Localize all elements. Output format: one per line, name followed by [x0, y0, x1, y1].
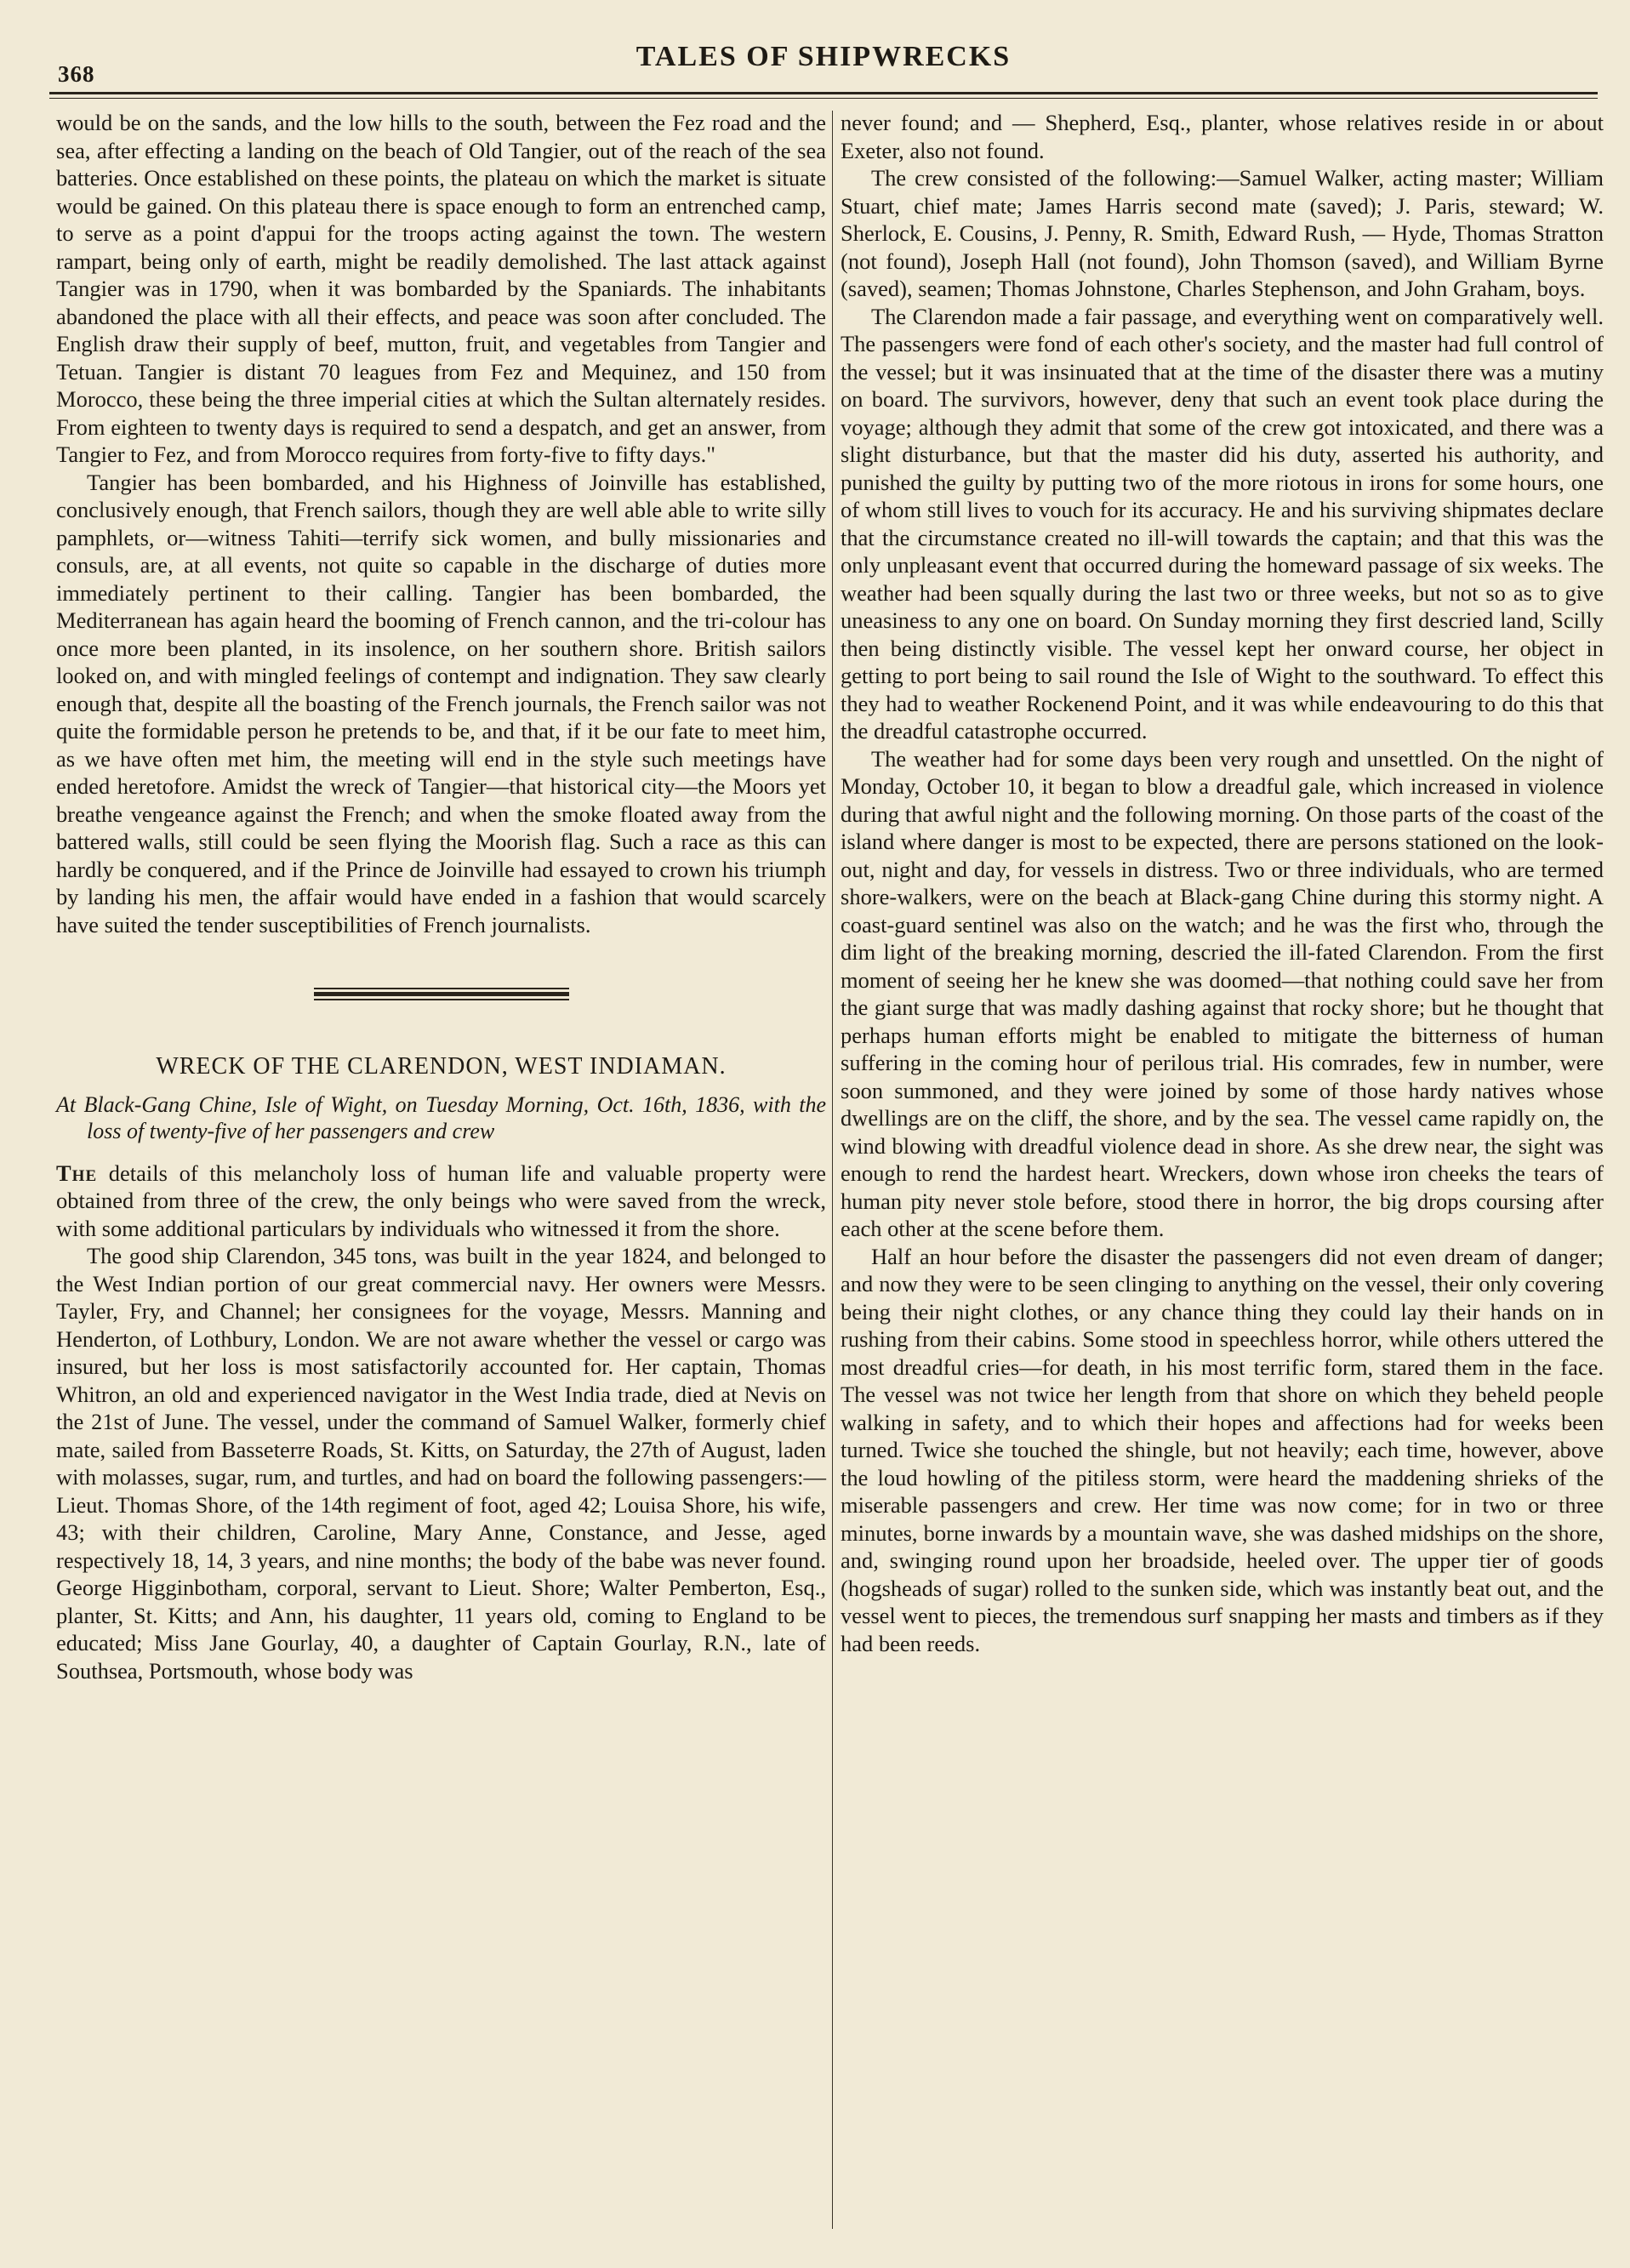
right-column: [841, 109, 1604, 1657]
lead-paragraph-text: details of this melancholy loss of human life and valuable property were obtained from three of the crew, the only beings who were saved from the wreck, with some additional particulars by individuals who witnessed it from the shore.: [56, 1160, 826, 1241]
running-title: TALES OF SHIPWRECKS: [635, 41, 1012, 72]
page-number: 368: [58, 61, 95, 87]
paragraph: The weather had for some days been very rough and unsettled. On the night of Monday, October 10, it began to blow a dreadful gale, which increased in violence during that awful night and the following morning. On those parts of the coast of the island where danger is most to be expected, there are persons stationed on the look-out, night and day, for vessels in distress. Two or three individuals, who are termed shore-walkers, were on the beach at Black-gang Chine during this stormy night. A coast-guard sentinel was also on the watch; and he was the first who, through the dim light of the breaking morning, descried the ill-fated Clarendon. From the first moment of seeing her he knew she was doomed—that nothing could save her from the giant surge that was madly dashing against that rocky shore; but he thought that perhaps human efforts might be enabled to mitigate the bitterness of human suffering in the coming hour of perilous trial. His comrades, few in number, were soon summoned, and they were joined by some of those hardy natives whose dwellings are on the cliff, the shore, and by the sea. The vessel came rapidly on, the wind blowing with dreadful violence dead in shore. As she drew near, the sight was enough to rend the hardest heart. Wreckers, down whose iron cheeks the tears of human pity never stole before, stood there in horror, the big drops coursing after each other at the scene before them.: [841, 745, 1604, 1241]
left-column: [56, 109, 826, 1684]
header-rule: [49, 92, 1598, 94]
paragraph: The crew consisted of the following:—Samuel Walker, acting master; William Stuart, chief mate; James Harris second mate (saved); J. Paris, steward; W. Sherlock, E. Cousins, J. Penny, R. Smith, Edward Rush, — Hyde, Thomas Stratton (not found), Joseph Hall (not found), John Thomson (saved), and William Byrne (saved), seamen; Thomas Johnstone, Charles Stephenson, and John Graham, boys.: [841, 165, 1604, 301]
column-divider: [832, 111, 833, 2229]
article-paragraph: The good ship Clarendon, 345 tons, was built in the year 1824, and belonged to the West Indian portion of our great commercial navy. Her owners were Messrs. Tayler, Fry, and Channel; her consignees for the voyage, Messrs. Manning and Henderton, of Lothbury, London. We are not aware whether the vessel or cargo was insured, but her loss is most satisfactorily accounted for. Her captain, Thomas Whitron, an old and experienced navigator in the West India trade, died at Nevis on the 21st of June. The vessel, under the command of Samuel Walker, formerly chief mate, sailed from Basseterre Roads, St. Kitts, on Saturday, the 27th of August, laden with molasses, sugar, rum, and turtles, and had on board the following passengers:—Lieut. Thomas Shore, of the 14th regiment of foot, aged 42; Louisa Shore, his wife, 43; with their children, Caroline, Mary Anne, Constance, and Jesse, aged respectively 18, 14, 3 years, and nine months; the body of the babe was never found. George Higginbotham, corporal, servant to Lieut. Shore; Walter Pemberton, Esq., planter, St. Kitts; and Ann, his daughter, 11 years old, coming to England to be educated; Miss Jane Gourlay, 40, a daughter of Captain Gourlay, R.N., late of Southsea, Portsmouth, whose body was: [56, 1243, 826, 1684]
paragraph: Tangier has been bombarded, and his Highness of Joinville has established, conclusively enough, that French sailors, though they are well able able to write silly pamphlets, or—witness Tahiti—terrify sick women, and bully missionaries and consuls, are, at all events, not quite so capable in the discharge of duties more immediately pertinent to their calling. Tangier has been bombarded, the Mediterranean has again heard the booming of French cannon, and the tri-colour has once more been planted, in its insolence, on her southern shore. British sailors looked on, and with mingled feelings of contempt and indignation. They saw clearly enough that, despite all the boasting of the French journals, the French sailor was not quite the formidable person he pretends to be, and that, if it be our fate to meet him, as we have often met him, the meeting will end in the style such meetings have ended heretofore. Amidst the wreck of Tangier—that historical city—the Moors yet breathe vengeance against the French; and when the smoke floated away from the battered walls, still could be seen flying the Moorish flag. Such a race as this can hardly be conquered, and if the Prince de Joinville had essayed to crown his triumph by landing his men, the affair would have ended in a fashion that would scarcely have suited the tender susceptibilities of French journalists.: [56, 469, 826, 937]
paragraph: never found; and — Shepherd, Esq., planter, whose relatives reside in or about Exeter, also not found.: [841, 110, 1604, 163]
article-title: WRECK OF THE CLARENDON, WEST INDIAMAN.: [156, 1053, 727, 1080]
lead-word: The: [56, 1160, 98, 1186]
article-paragraph: [56, 1160, 826, 1243]
article-subtitle: At Black-Gang Chine, Isle of Wight, on Tuesday Morning, Oct. 16th, 1836, with the loss of twenty-five of her passengers and crew: [56, 1091, 826, 1143]
paragraph: would be on the sands, and the low hills to the south, between the Fez road and the sea, after effecting a landing on the beach of Old Tangier, out of the reach of the sea batteries. Once established on these points, the plateau on which the market is situate would be gained. On this plateau there is space enough to form an entrenched camp, to serve as a point d'appui for the troops acting against the town. The western rampart, being only of earth, might be readily demolished. The last attack against Tangier was in 1790, when it was bombarded by the Spaniards. The inhabitants abandoned the place with all their effects, and peace was soon after concluded. The English draw their supply of beef, mutton, fruit, and vegetables from Tangier and Tetuan. Tangier is distant 70 leagues from Fez and Mequinez, and 150 from Morocco, these being the three imperial cities at which the Sultan alternately resides. From eighteen to twenty days is required to send a despatch, and get an answer, from Tangier to Fez, and from Morocco requires from forty-five to fifty days.": [56, 110, 826, 467]
paragraph: The Clarendon made a fair passage, and everything went on comparatively well. The passengers were fond of each other's society, and the master had full control of the vessel; but it was insinuated that at the time of the disaster there was a mutiny on board. The survivors, however, deny that such an event took place during the voyage; although they admit that some of the crew got intoxicated, and there was a slight disturbance, but that the master did his duty, asserted his authority, and punished the guilty by putting two of the more riotous in irons for some hours, one of whom still lives to vouch for its accuracy. He and his surviving shipmates declare that the circumstance created no ill-will towards the captain; and that this was the only unpleasant event that occurred during the homeward passage of six weeks. The weather had been squally during the last two or three weeks, but not so as to give uneasiness to any one on board. On Sunday morning they first descried land, Scilly then being distinctly visible. The vessel kept her onward course, her object in getting to port being to sail round the Isle of Wight to the southward. To effect this they had to weather Rockenend Point, and it was while endeavouring to do this that the dreadful catastrophe occurred.: [841, 303, 1604, 744]
running-head: [49, 37, 1598, 88]
header-rule-thin: [49, 98, 1598, 99]
paragraph: Half an hour before the disaster the passengers did not even dream of danger; and now they were to be seen clinging to anything on the vessel, their only covering being their night clothes, or any chance thing they could lay their hands on in rushing from their cabins. Some stood in speechless horror, while others uttered the most dreadful cries—for death, in his most terrific form, stared them in the face. The vessel was not twice her length from that shore on which they beheld people walking in safety, and to which their hopes and affections had for weeks been turned. Twice she touched the shingle, but not heavily; each time, however, above the loud howling of the pitiless storm, were heard the maddening shrieks of the miserable passengers and crew. Her time was now come; for in two or three minutes, borne inwards by a mountain wave, she was dashed midships on the shore, and, swinging round upon her broadside, heeled over. The upper tier of goods (hogsheads of sugar) rolled to the sunken side, which was instantly beat out, and the vessel went to pieces, the tremendous surf snapping her masts and timbers as if they had been reeds.: [841, 1243, 1604, 1656]
section-separator: [314, 988, 569, 1000]
